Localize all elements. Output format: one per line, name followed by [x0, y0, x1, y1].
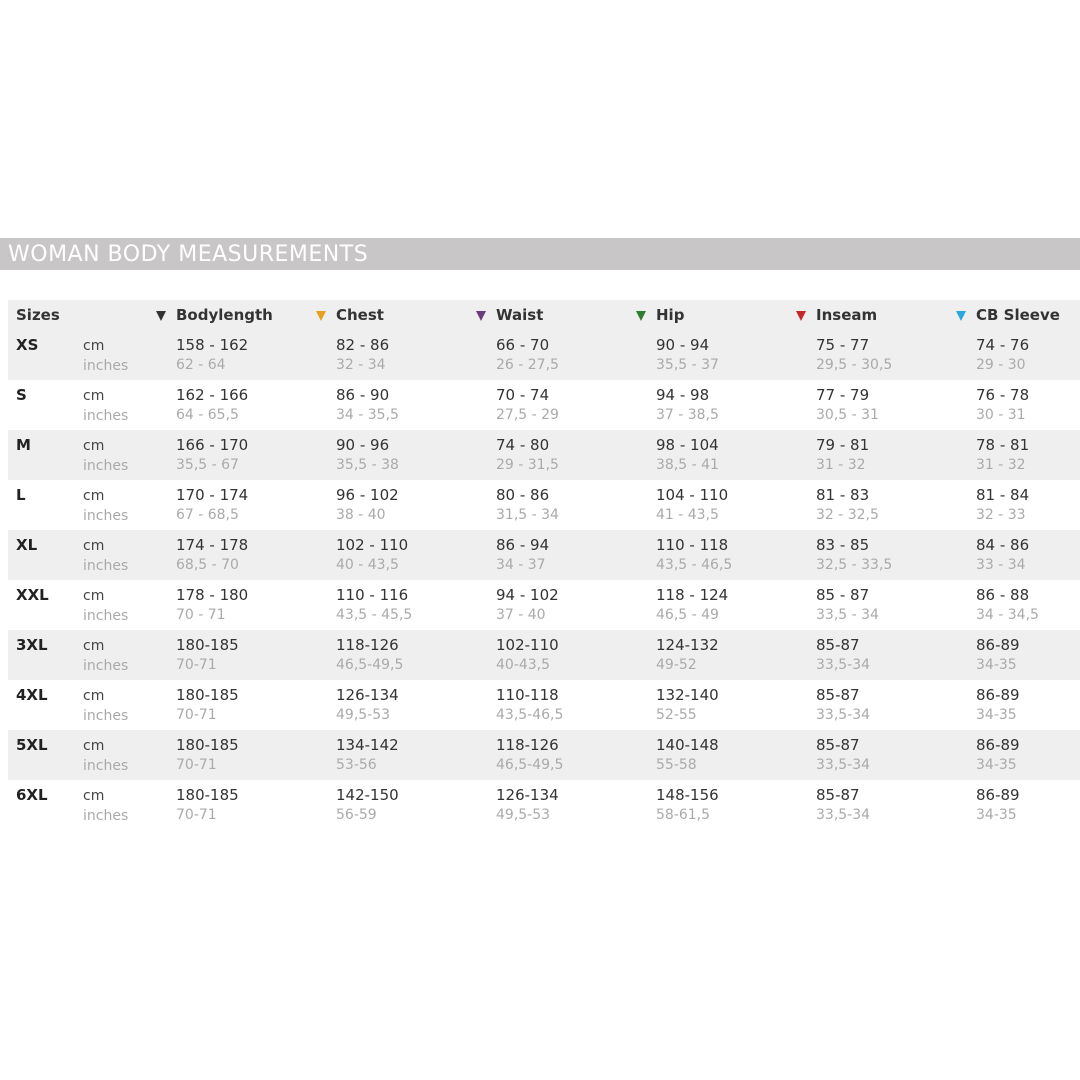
cell-inches: 62 - 64 — [176, 357, 226, 373]
cell-inches: 32,5 - 33,5 — [816, 557, 893, 573]
cell-cm: 104 - 110 — [656, 486, 729, 504]
unit-inches-label: inches — [83, 408, 129, 424]
cell-inches: 35,5 - 67 — [176, 457, 239, 473]
unit-inches-label: inches — [83, 808, 129, 824]
cell-cm: 86-89 — [976, 736, 1020, 754]
cell-inches: 46,5-49,5 — [496, 757, 564, 773]
unit-cm-label: cm — [83, 388, 105, 404]
header-bodylength: Bodylength — [176, 306, 273, 324]
unit-cm-label: cm — [83, 638, 105, 654]
size-label: XL — [16, 536, 38, 554]
size-label: XXL — [16, 586, 49, 604]
cell-inches: 64 - 65,5 — [176, 407, 239, 423]
cell-cm: 86 - 90 — [336, 386, 390, 404]
table-row — [8, 530, 1080, 580]
inseam-triangle-icon — [796, 311, 806, 321]
cell-inches: 70-71 — [176, 657, 217, 673]
cell-inches: 34 - 34,5 — [976, 607, 1039, 623]
cell-cm: 124-132 — [656, 636, 719, 654]
cell-inches: 32 - 32,5 — [816, 507, 879, 523]
cell-cm: 126-134 — [336, 686, 399, 704]
cell-inches: 35,5 - 38 — [336, 457, 399, 473]
cell-inches: 40-43,5 — [496, 657, 551, 673]
cell-inches: 43,5 - 46,5 — [656, 557, 733, 573]
cell-cm: 85-87 — [816, 786, 860, 804]
cell-cm: 75 - 77 — [816, 336, 870, 354]
cell-inches: 32 - 34 — [336, 357, 386, 373]
cell-inches: 49-52 — [656, 657, 697, 673]
unit-cm-label: cm — [83, 338, 105, 354]
chest-triangle-icon — [316, 311, 326, 321]
cell-cm: 102 - 110 — [336, 536, 409, 554]
cell-cm: 81 - 84 — [976, 486, 1030, 504]
cell-cm: 85-87 — [816, 736, 860, 754]
cell-cm: 98 - 104 — [656, 436, 719, 454]
cell-cm: 142-150 — [336, 786, 399, 804]
cell-inches: 31 - 32 — [816, 457, 866, 473]
cell-cm: 140-148 — [656, 736, 719, 754]
cell-inches: 41 - 43,5 — [656, 507, 719, 523]
unit-cm-label: cm — [83, 788, 105, 804]
cell-cm: 180-185 — [176, 686, 239, 704]
unit-cm-label: cm — [83, 738, 105, 754]
waist-triangle-icon — [476, 311, 486, 321]
bodylength-triangle-icon — [156, 311, 166, 321]
size-label: XS — [16, 336, 39, 354]
cell-cm: 126-134 — [496, 786, 559, 804]
title-bar — [0, 238, 1080, 270]
cell-cm: 110 - 116 — [336, 586, 409, 604]
unit-cm-label: cm — [83, 688, 105, 704]
cell-cm: 170 - 174 — [176, 486, 249, 504]
cell-cm: 85 - 87 — [816, 586, 870, 604]
cell-cm: 66 - 70 — [496, 336, 550, 354]
cell-inches: 34 - 35,5 — [336, 407, 399, 423]
cell-cm: 180-185 — [176, 636, 239, 654]
cell-inches: 55-58 — [656, 757, 697, 773]
cell-cm: 134-142 — [336, 736, 399, 754]
cell-inches: 33,5-34 — [816, 807, 871, 823]
size-label: 3XL — [16, 636, 48, 654]
header-sizes: Sizes — [16, 306, 60, 324]
header-hip: Hip — [656, 306, 685, 324]
cell-cm: 83 - 85 — [816, 536, 870, 554]
cell-inches: 70 - 71 — [176, 607, 226, 623]
cell-cm: 90 - 96 — [336, 436, 390, 454]
cell-inches: 26 - 27,5 — [496, 357, 559, 373]
table-row — [8, 480, 1080, 530]
cell-cm: 178 - 180 — [176, 586, 249, 604]
cell-cm: 166 - 170 — [176, 436, 249, 454]
cell-cm: 85-87 — [816, 686, 860, 704]
cell-cm: 118-126 — [496, 736, 559, 754]
cell-cm: 180-185 — [176, 736, 239, 754]
cell-inches: 43,5-46,5 — [496, 707, 564, 723]
unit-inches-label: inches — [83, 658, 129, 674]
cell-inches: 38 - 40 — [336, 507, 386, 523]
table-header — [8, 300, 1080, 330]
size-label: S — [16, 386, 27, 404]
header-cb-sleeve: CB Sleeve — [976, 306, 1060, 324]
cell-cm: 86-89 — [976, 636, 1020, 654]
cell-inches: 34-35 — [976, 707, 1017, 723]
cell-cm: 79 - 81 — [816, 436, 870, 454]
cell-cm: 70 - 74 — [496, 386, 550, 404]
cell-cm: 174 - 178 — [176, 536, 249, 554]
cell-inches: 34-35 — [976, 807, 1017, 823]
cell-inches: 68,5 - 70 — [176, 557, 239, 573]
cell-cm: 94 - 98 — [656, 386, 710, 404]
cell-inches: 67 - 68,5 — [176, 507, 239, 523]
unit-inches-label: inches — [83, 558, 129, 574]
header-chest: Chest — [336, 306, 384, 324]
cell-inches: 70-71 — [176, 757, 217, 773]
cell-cm: 74 - 80 — [496, 436, 550, 454]
cell-cm: 86 - 88 — [976, 586, 1030, 604]
cell-inches: 37 - 40 — [496, 607, 546, 623]
unit-inches-label: inches — [83, 508, 129, 524]
cell-cm: 90 - 94 — [656, 336, 710, 354]
cell-inches: 33,5-34 — [816, 757, 871, 773]
cell-cm: 118 - 124 — [656, 586, 729, 604]
cb-sleeve-triangle-icon — [956, 311, 966, 321]
cell-cm: 81 - 83 — [816, 486, 870, 504]
table-row — [8, 330, 1080, 380]
cell-cm: 76 - 78 — [976, 386, 1030, 404]
cell-inches: 35,5 - 37 — [656, 357, 719, 373]
cell-inches: 31,5 - 34 — [496, 507, 559, 523]
size-label: 6XL — [16, 786, 48, 804]
cell-cm: 85-87 — [816, 636, 860, 654]
cell-cm: 148-156 — [656, 786, 719, 804]
table-row — [8, 430, 1080, 480]
cell-inches: 52-55 — [656, 707, 697, 723]
cell-cm: 102-110 — [496, 636, 559, 654]
cell-cm: 162 - 166 — [176, 386, 249, 404]
cell-inches: 53-56 — [336, 757, 377, 773]
cell-inches: 70-71 — [176, 707, 217, 723]
cell-inches: 34-35 — [976, 657, 1017, 673]
table-row — [8, 630, 1080, 680]
cell-inches: 29 - 31,5 — [496, 457, 559, 473]
cell-inches: 49,5-53 — [496, 807, 551, 823]
cell-cm: 110 - 118 — [656, 536, 729, 554]
cell-cm: 84 - 86 — [976, 536, 1030, 554]
cell-inches: 33 - 34 — [976, 557, 1026, 573]
header-inseam: Inseam — [816, 306, 878, 324]
cell-cm: 96 - 102 — [336, 486, 399, 504]
cell-inches: 33,5-34 — [816, 707, 871, 723]
unit-cm-label: cm — [83, 488, 105, 504]
cell-cm: 78 - 81 — [976, 436, 1030, 454]
cell-inches: 30 - 31 — [976, 407, 1026, 423]
cell-inches: 46,5 - 49 — [656, 607, 719, 623]
cell-inches: 33,5-34 — [816, 657, 871, 673]
cell-inches: 40 - 43,5 — [336, 557, 399, 573]
unit-inches-label: inches — [83, 358, 129, 374]
unit-inches-label: inches — [83, 458, 129, 474]
cell-inches: 34-35 — [976, 757, 1017, 773]
unit-cm-label: cm — [83, 438, 105, 454]
cell-inches: 29 - 30 — [976, 357, 1026, 373]
cell-inches: 58-61,5 — [656, 807, 711, 823]
unit-inches-label: inches — [83, 608, 129, 624]
cell-cm: 86-89 — [976, 786, 1020, 804]
cell-cm: 77 - 79 — [816, 386, 870, 404]
cell-cm: 86 - 94 — [496, 536, 550, 554]
cell-cm: 118-126 — [336, 636, 399, 654]
cell-inches: 34 - 37 — [496, 557, 546, 573]
size-label: M — [16, 436, 31, 454]
header-waist: Waist — [496, 306, 544, 324]
cell-cm: 82 - 86 — [336, 336, 390, 354]
cell-cm: 80 - 86 — [496, 486, 550, 504]
cell-cm: 86-89 — [976, 686, 1020, 704]
table-row — [8, 780, 1080, 830]
unit-cm-label: cm — [83, 588, 105, 604]
cell-inches: 56-59 — [336, 807, 377, 823]
cell-inches: 46,5-49,5 — [336, 657, 404, 673]
cell-cm: 110-118 — [496, 686, 559, 704]
cell-inches: 43,5 - 45,5 — [336, 607, 413, 623]
size-label: 4XL — [16, 686, 48, 704]
cell-inches: 38,5 - 41 — [656, 457, 719, 473]
cell-cm: 158 - 162 — [176, 336, 249, 354]
table-row — [8, 730, 1080, 780]
page-title: WOMAN BODY MEASUREMENTS — [8, 242, 369, 267]
cell-cm: 74 - 76 — [976, 336, 1030, 354]
cell-inches: 70-71 — [176, 807, 217, 823]
cell-inches: 49,5-53 — [336, 707, 391, 723]
table-row — [8, 580, 1080, 630]
cell-cm: 94 - 102 — [496, 586, 559, 604]
cell-cm: 132-140 — [656, 686, 719, 704]
cell-inches: 29,5 - 30,5 — [816, 357, 893, 373]
cell-inches: 27,5 - 29 — [496, 407, 559, 423]
cell-inches: 31 - 32 — [976, 457, 1026, 473]
table-row — [8, 680, 1080, 730]
cell-cm: 180-185 — [176, 786, 239, 804]
hip-triangle-icon — [636, 311, 646, 321]
unit-inches-label: inches — [83, 708, 129, 724]
size-label: 5XL — [16, 736, 48, 754]
cell-inches: 30,5 - 31 — [816, 407, 879, 423]
table-row — [8, 380, 1080, 430]
cell-inches: 33,5 - 34 — [816, 607, 879, 623]
cell-inches: 37 - 38,5 — [656, 407, 719, 423]
cell-inches: 32 - 33 — [976, 507, 1026, 523]
unit-cm-label: cm — [83, 538, 105, 554]
size-label: L — [16, 486, 26, 504]
unit-inches-label: inches — [83, 758, 129, 774]
